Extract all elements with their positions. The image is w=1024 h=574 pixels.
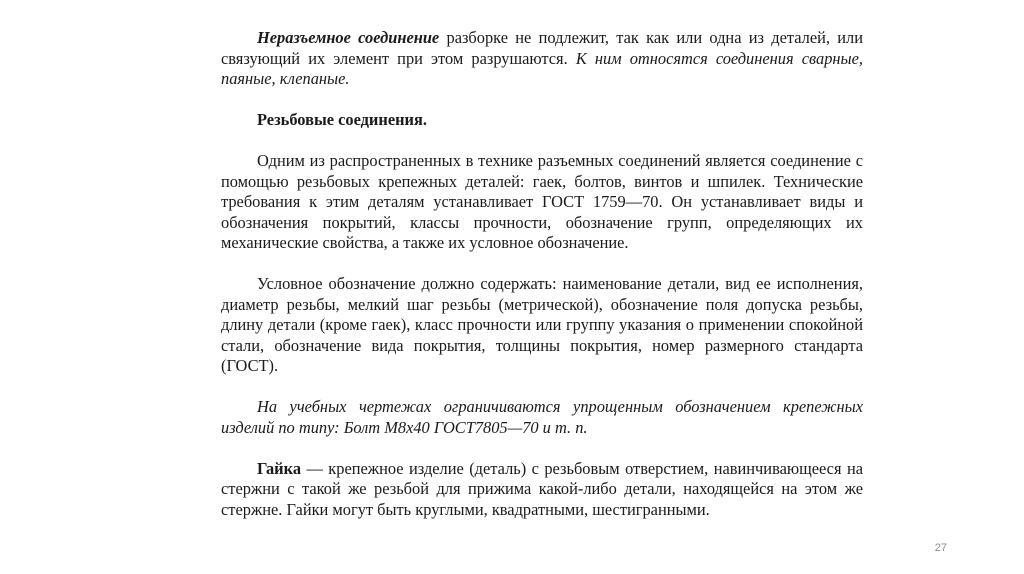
term-non-detachable-joint: Неразъемное соединение — [257, 28, 440, 47]
paragraph-threaded-joints: Одним из распространенных в технике разъемных соединений является соединение с помощью резьбовых крепежных деталей: гаек, болтов, винтов и шпилек. Технические требования к этим деталям устанавливает ГОСТ 1759—70. Он устанавливает виды и обозначения покрытий, классы прочности, обозначение групп, определяющих их механические свойства, а также их условное обозначение. — [221, 151, 863, 252]
section-heading: Резьбовые соединения. — [257, 110, 427, 129]
italic-note: К ним относятся соединения сварные, паяные, клепаные. — [221, 48, 863, 88]
paragraph-designation: Условное обозначение должно содержать: наименование детали, вид ее исполнения, диаметр резьбы, мелкий шаг резьбы (метрической), обозначение поля допуска резьбы, длину детали (кроме гаек), класс прочности или группу указания о применении спокойной стали, обозначение вида покрытия, толщины покрытия, номер размерного стандарта (ГОСТ). — [221, 274, 863, 375]
paragraph-non-detachable-joint — [221, 28, 863, 90]
paragraph-text: — крепежное изделие (деталь) с резьбовым отверстием, навинчивающееся на стержни с такой же резьбой для прижима какой-либо детали, находящейся на этом же стержне. Гайки могут быть круглыми, квадратными, шестигранными. — [221, 458, 863, 519]
paragraph-nut-definition — [221, 459, 863, 521]
document-body — [221, 28, 863, 520]
term-nut: Гайка — [257, 458, 302, 478]
page-number: 27 — [934, 542, 947, 554]
paragraph-educational-drawings: На учебных чертежах ограничиваются упрощенным обозначением крепежных изделий по типу: Болт М8х40 ГОСТ7805—70 и т. п. — [221, 397, 863, 437]
paragraph-text: разборке не подлежит, так как или одна из деталей, или связующий их элемент при этом разрушаются. — [221, 28, 863, 68]
